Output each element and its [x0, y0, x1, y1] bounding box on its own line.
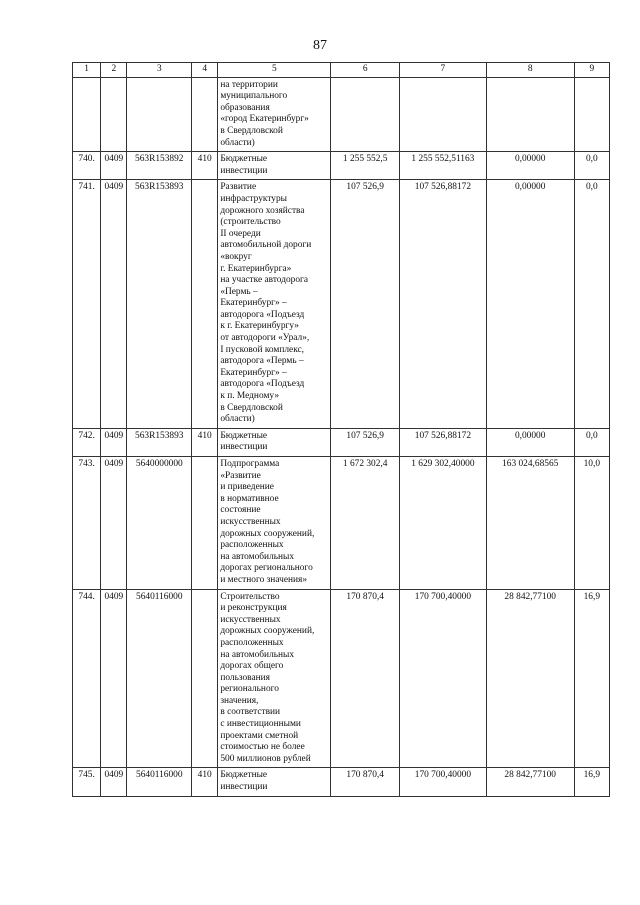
column-header: 7 — [399, 63, 486, 78]
value-col6: 1 255 552,5 — [331, 152, 400, 180]
value-col7: 170 700,40000 — [399, 768, 486, 796]
value-col8: 163 024,68565 — [486, 457, 574, 590]
column-header: 1 — [73, 63, 101, 78]
value-col9: 0,0 — [574, 428, 609, 456]
section-code: 0409 — [101, 152, 127, 180]
table-row — [73, 77, 610, 152]
section-code: 0409 — [101, 457, 127, 590]
item-name: Развитие инфраструктуры дорожного хозяйства (строительство II очереди автомобильной дороги «вокруг г. Екатеринбурга» на участке автодорога «Пермь – Екатеринбург» – автодорога «Подъезд к г. Екатеринбургу» от автодороги «Урал», I пусковой комплекс, автодорога «Пермь – Екатеринбург» – автодорога «Подъезд к п. Медному» в Свердловской области) — [218, 180, 331, 428]
row-number: 741. — [73, 180, 101, 428]
item-name: Строительство и реконструкция искусственных дорожных сооружений, расположенных на автомобильных дорогах общего пользования регионального значения, в соответствии с инвестиционными проектами сметной стоимостью не более 500 миллионов рублей — [218, 589, 331, 768]
row-number: 743. — [73, 457, 101, 590]
table-row — [73, 589, 610, 768]
table-row — [73, 768, 610, 796]
value-col9: 10,0 — [574, 457, 609, 590]
table-row — [73, 457, 610, 590]
row-number: 742. — [73, 428, 101, 456]
section-code: 0409 — [101, 180, 127, 428]
section-code: 0409 — [101, 428, 127, 456]
value-col7: 170 700,40000 — [399, 589, 486, 768]
column-header: 4 — [192, 63, 218, 78]
row-number: 745. — [73, 768, 101, 796]
value-col9: 0,0 — [574, 152, 609, 180]
expense-type-code — [192, 180, 218, 428]
expense-type-code: 410 — [192, 768, 218, 796]
section-code: 0409 — [101, 589, 127, 768]
table-row — [73, 180, 610, 428]
row-number: 744. — [73, 589, 101, 768]
expense-type-code: 410 — [192, 152, 218, 180]
value-col6: 1 672 302,4 — [331, 457, 400, 590]
value-col7: 1 629 302,40000 — [399, 457, 486, 590]
section-code: 0409 — [101, 768, 127, 796]
column-header: 6 — [331, 63, 400, 78]
column-header: 8 — [486, 63, 574, 78]
item-name: Бюджетные инвестиции — [218, 768, 331, 796]
value-col7 — [399, 77, 486, 152]
value-col8: 28 842,77100 — [486, 589, 574, 768]
column-header: 5 — [218, 63, 331, 78]
value-col6 — [331, 77, 400, 152]
value-col9 — [574, 77, 609, 152]
table-row — [73, 152, 610, 180]
value-col7: 1 255 552,51163 — [399, 152, 486, 180]
value-col8: 0,00000 — [486, 180, 574, 428]
item-name: на территории муниципального образования «город Екатеринбург» в Свердловской области) — [218, 77, 331, 152]
section-code — [101, 77, 127, 152]
value-col6: 170 870,4 — [331, 589, 400, 768]
value-col8: 28 842,77100 — [486, 768, 574, 796]
value-col6: 107 526,9 — [331, 428, 400, 456]
column-header: 9 — [574, 63, 609, 78]
column-header: 3 — [127, 63, 192, 78]
target-article-code: 563R153892 — [127, 152, 192, 180]
value-col6: 107 526,9 — [331, 180, 400, 428]
value-col6: 170 870,4 — [331, 768, 400, 796]
table-header-row — [73, 63, 610, 78]
item-name: Подпрограмма «Развитие и приведение в нормативное состояние искусственных дорожных сооружений, расположенных на автомобильных дорогах регионального и местного значения» — [218, 457, 331, 590]
value-col8: 0,00000 — [486, 152, 574, 180]
item-name: Бюджетные инвестиции — [218, 428, 331, 456]
expense-type-code — [192, 77, 218, 152]
value-col7: 107 526,88172 — [399, 180, 486, 428]
value-col9: 16,9 — [574, 768, 609, 796]
row-number: 740. — [73, 152, 101, 180]
expense-type-code — [192, 457, 218, 590]
budget-table — [72, 62, 610, 797]
target-article-code: 5640116000 — [127, 589, 192, 768]
target-article-code: 563R153893 — [127, 180, 192, 428]
table-row — [73, 428, 610, 456]
column-header: 2 — [101, 63, 127, 78]
value-col9: 16,9 — [574, 589, 609, 768]
target-article-code — [127, 77, 192, 152]
expense-type-code — [192, 589, 218, 768]
row-number — [73, 77, 101, 152]
expense-type-code: 410 — [192, 428, 218, 456]
item-name: Бюджетные инвестиции — [218, 152, 331, 180]
value-col9: 0,0 — [574, 180, 609, 428]
page-number: 87 — [313, 38, 327, 53]
value-col8: 0,00000 — [486, 428, 574, 456]
target-article-code: 5640116000 — [127, 768, 192, 796]
target-article-code: 563R153893 — [127, 428, 192, 456]
target-article-code: 5640000000 — [127, 457, 192, 590]
value-col8 — [486, 77, 574, 152]
value-col7: 107 526,88172 — [399, 428, 486, 456]
